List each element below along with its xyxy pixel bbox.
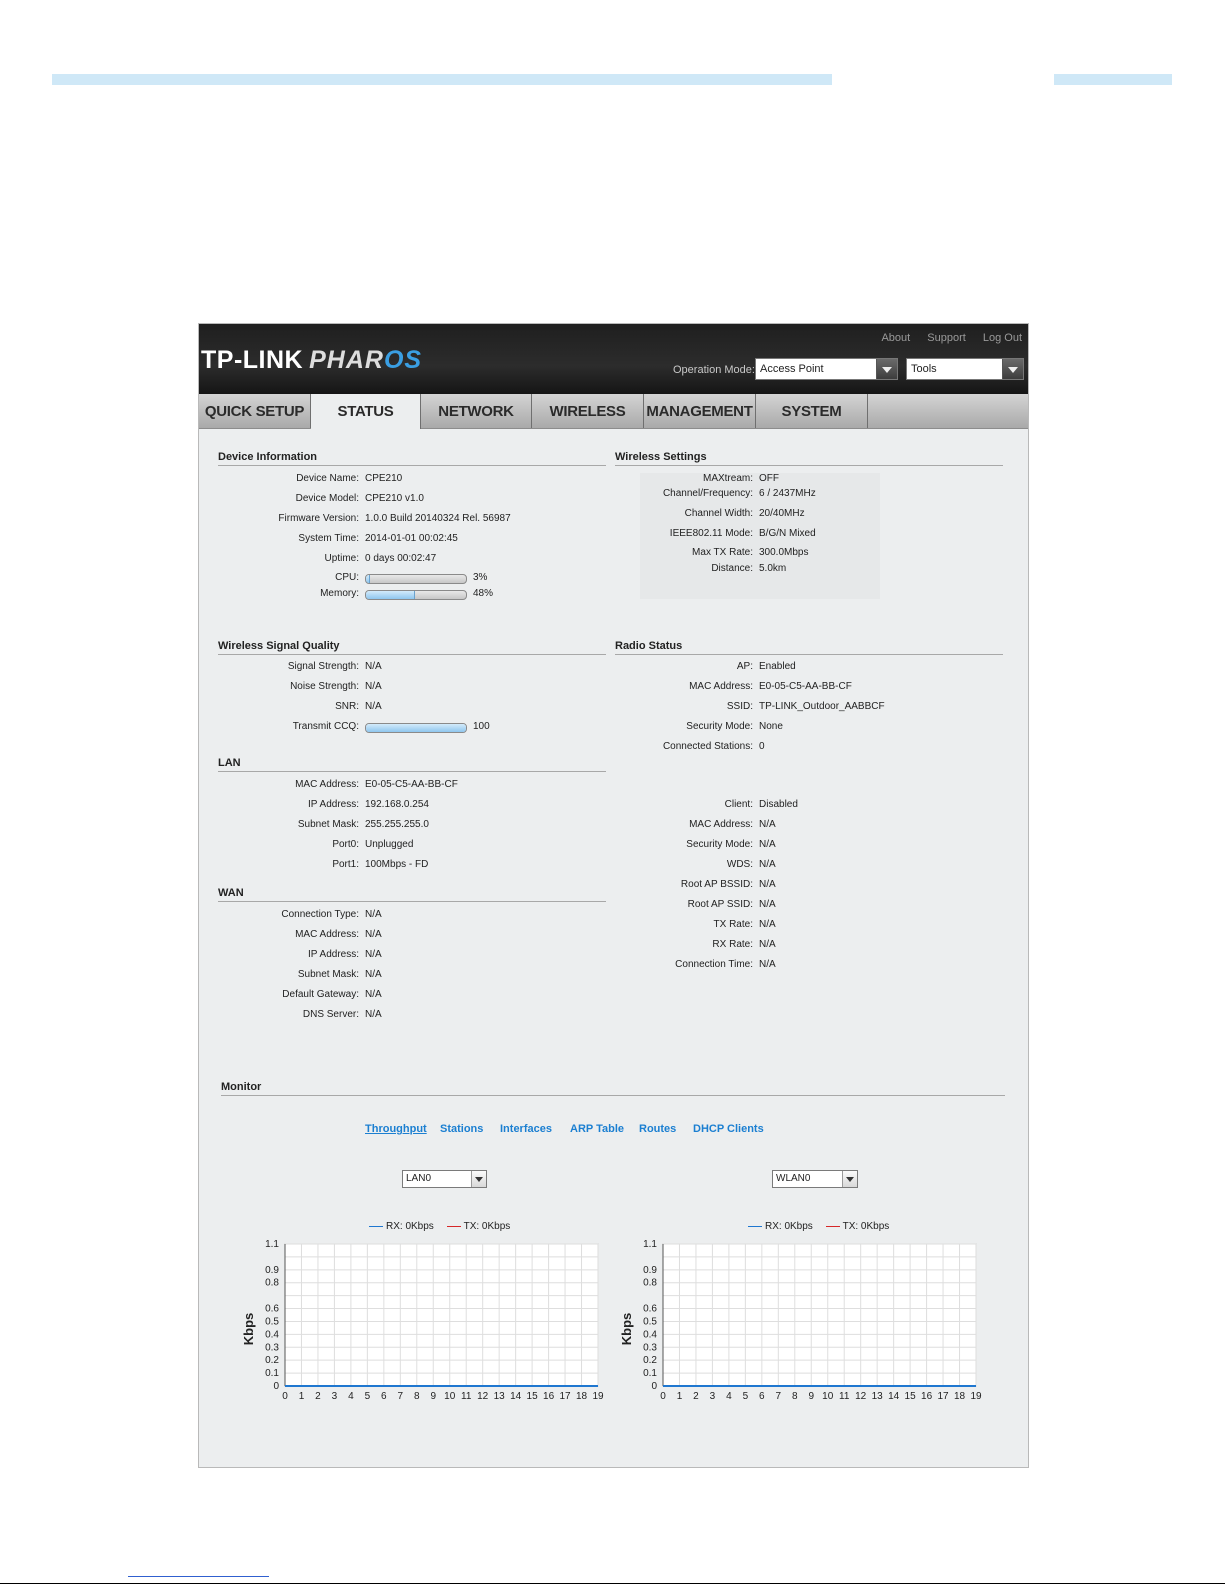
wireless-setting-value: OFF — [759, 473, 779, 484]
wan-label: DNS Server: — [302, 1009, 359, 1020]
x-tick-label: 6 — [381, 1391, 387, 1402]
radio-client-value: N/A — [759, 879, 776, 890]
signal-quality-label: Noise Strength: — [290, 681, 359, 692]
x-tick-label: 14 — [510, 1391, 522, 1402]
lan-value: E0-05-C5-AA-BB-CF — [365, 779, 458, 790]
x-tick-label: 11 — [461, 1391, 472, 1402]
y-tick-label: 0.5 — [265, 1316, 279, 1328]
logo — [201, 346, 422, 375]
x-tick-label: 3 — [709, 1391, 716, 1402]
lan-value: 192.168.0.254 — [365, 799, 429, 810]
radio-client-value: N/A — [759, 859, 776, 870]
memory-bar — [365, 590, 467, 600]
x-tick-label: 17 — [559, 1391, 571, 1402]
ccq-value: 100 — [473, 721, 490, 732]
chevron-down-icon — [471, 1171, 486, 1187]
legend-swatch-rx — [369, 1226, 383, 1227]
lan-label: Port0: — [332, 839, 359, 850]
wlan-interface-value: WLAN0 — [776, 1173, 811, 1184]
divider — [218, 771, 606, 772]
wan-value: N/A — [365, 949, 382, 960]
radio-client-value: Disabled — [759, 799, 798, 810]
wireless-setting-value: 20/40MHz — [759, 508, 805, 519]
wan-value: N/A — [365, 1009, 382, 1020]
ccq-bar-fill — [366, 724, 467, 732]
device-info-value: 2014-01-01 00:02:45 — [365, 533, 458, 544]
logo-product-b: OS — [383, 346, 423, 374]
radio-status-value: E0-05-C5-AA-BB-CF — [759, 681, 852, 692]
cpu-label: CPU: — [335, 572, 359, 583]
y-axis-label: Kbps — [619, 1312, 634, 1346]
wireless-settings-title: Wireless Settings — [615, 451, 707, 463]
wan-title: WAN — [218, 887, 244, 899]
tab-system[interactable]: SYSTEM — [756, 394, 868, 428]
x-tick-label: 5 — [742, 1391, 749, 1402]
device-info-title: Device Information — [218, 451, 318, 463]
page-top-bar-left — [52, 74, 832, 85]
page-bottom-link-rule — [128, 1576, 269, 1577]
wan-label: Connection Type: — [281, 909, 359, 920]
monitor-title: Monitor — [221, 1081, 262, 1093]
y-tick-label: 0 — [273, 1381, 279, 1392]
wan-label: MAC Address: — [295, 929, 359, 940]
x-tick-label: 2 — [315, 1391, 321, 1402]
x-tick-label: 15 — [904, 1391, 916, 1402]
plot-area — [663, 1244, 976, 1386]
radio-client-value: N/A — [759, 899, 776, 910]
logo-brand: TP-LINK — [201, 346, 304, 374]
y-tick-label: 0.4 — [643, 1329, 657, 1341]
y-tick-label: 0.9 — [643, 1264, 657, 1276]
lan-title: LAN — [218, 757, 241, 769]
radio-client-label: TX Rate: — [713, 919, 753, 930]
signal-quality-value: N/A — [365, 661, 382, 672]
x-tick-label: 9 — [808, 1391, 815, 1402]
x-tick-label: 2 — [693, 1391, 699, 1402]
signal-quality-value: N/A — [365, 701, 382, 712]
x-tick-label: 19 — [592, 1391, 604, 1402]
y-tick-label: 1.1 — [643, 1239, 657, 1250]
wireless-setting-value: 5.0km — [759, 563, 787, 574]
lan-label: IP Address: — [308, 799, 359, 810]
ccq-label: Transmit CCQ: — [292, 721, 359, 732]
operation-mode-select[interactable] — [755, 358, 898, 380]
monitor-link-stations[interactable]: Stations — [440, 1123, 484, 1135]
cpu-bar-fill — [366, 575, 370, 583]
tab-quick-setup[interactable]: QUICK SETUP — [199, 394, 311, 428]
x-tick-label: 0 — [282, 1391, 288, 1402]
radio-client-label: Connection Time: — [675, 959, 753, 970]
device-info-value: 0 days 00:02:47 — [365, 553, 437, 564]
y-tick-label: 0.3 — [643, 1342, 657, 1354]
lan-interface-value: LAN0 — [406, 1173, 432, 1184]
signal-quality-title: Wireless Signal Quality — [218, 640, 340, 652]
ccq-bar — [365, 723, 467, 733]
x-tick-label: 4 — [726, 1391, 732, 1402]
wireless-setting-label: Distance: — [711, 563, 753, 574]
wlan-chart-legend — [748, 1221, 899, 1232]
header — [199, 324, 1028, 394]
support-link[interactable]: Support — [927, 332, 966, 344]
radio-client-value: N/A — [759, 839, 776, 850]
tools-select[interactable] — [906, 358, 1024, 380]
y-tick-label: 0.4 — [265, 1329, 279, 1341]
wireless-setting-label: IEEE802.11 Mode: — [669, 528, 753, 539]
logo-product-a: PHAR — [309, 346, 384, 374]
cpu-bar — [365, 574, 467, 584]
x-tick-label: 6 — [759, 1391, 765, 1402]
wireless-setting-value: B/G/N Mixed — [759, 528, 816, 539]
wireless-setting-value: 6 / 2437MHz — [759, 488, 816, 499]
wan-value: N/A — [365, 969, 382, 980]
page-bottom-rule — [0, 1583, 1225, 1584]
radio-client-label: MAC Address: — [689, 819, 753, 830]
logo-product — [309, 346, 422, 374]
tab-management[interactable]: MANAGEMENT — [644, 394, 756, 428]
operation-mode-value: Access Point — [760, 363, 824, 375]
monitor-link-dhcp-clients[interactable]: DHCP Clients — [693, 1123, 764, 1135]
divider — [218, 465, 606, 466]
x-tick-label: 8 — [792, 1391, 798, 1402]
about-link[interactable]: About — [881, 332, 911, 344]
y-tick-label: 0.9 — [265, 1264, 279, 1276]
y-tick-label: 0.8 — [265, 1277, 279, 1289]
device-info-label: Device Model: — [295, 493, 359, 504]
device-info-label: Device Name: — [296, 473, 359, 484]
memory-label: Memory: — [320, 588, 359, 599]
x-tick-label: 17 — [937, 1391, 949, 1402]
x-tick-label: 1 — [676, 1391, 683, 1402]
legend-label-tx: TX: 0Kbps — [842, 1221, 890, 1232]
wan-label: Subnet Mask: — [297, 969, 359, 980]
legend-swatch-tx — [826, 1226, 840, 1227]
y-tick-label: 0.1 — [265, 1368, 279, 1380]
legend-swatch-rx — [748, 1226, 762, 1227]
radio-status-label: Connected Stations: — [662, 741, 753, 752]
radio-status-title: Radio Status — [615, 640, 683, 652]
wireless-setting-label: Max TX Rate: — [692, 547, 753, 558]
radio-status-label: SSID: — [726, 701, 753, 712]
main-nav — [199, 394, 1028, 429]
radio-status-value: 0 — [759, 741, 765, 752]
memory-bar-fill — [366, 591, 415, 599]
y-tick-label: 0.2 — [643, 1355, 657, 1367]
radio-client-label: Client: — [724, 799, 753, 810]
x-tick-label: 13 — [871, 1391, 883, 1402]
cpu-value: 3% — [473, 572, 488, 583]
x-tick-label: 13 — [493, 1391, 505, 1402]
lan-value: 255.255.255.0 — [365, 819, 429, 830]
x-tick-label: 16 — [543, 1391, 555, 1402]
operation-mode-label: Operation Mode: — [673, 364, 755, 376]
divider — [218, 901, 606, 902]
x-tick-label: 19 — [970, 1391, 982, 1402]
wlan-interface-select[interactable] — [772, 1170, 858, 1188]
x-tick-label: 18 — [953, 1391, 966, 1402]
lan-value: Unplugged — [365, 839, 414, 850]
legend-item-rx — [369, 1221, 434, 1232]
y-tick-label: 0.1 — [643, 1368, 657, 1380]
monitor-link-routes[interactable]: Routes — [639, 1123, 677, 1135]
radio-client-label: Security Mode: — [686, 839, 753, 850]
wireless-setting-label: Channel Width: — [684, 508, 753, 519]
legend-item-rx — [748, 1221, 813, 1232]
x-tick-label: 7 — [775, 1391, 782, 1402]
divider — [615, 465, 1003, 466]
wireless-setting-label: MAXtream: — [702, 473, 753, 484]
y-tick-label: 0.6 — [643, 1303, 657, 1315]
x-tick-label: 9 — [430, 1391, 437, 1402]
y-tick-label: 0.5 — [643, 1316, 657, 1328]
legend-label-rx: RX: 0Kbps — [386, 1221, 434, 1232]
divider — [615, 654, 1003, 655]
x-tick-label: 10 — [444, 1391, 456, 1402]
x-tick-label: 14 — [888, 1391, 900, 1402]
device-info-label: System Time: — [298, 533, 359, 544]
top-links — [867, 332, 1022, 344]
signal-quality-value: N/A — [365, 681, 382, 692]
x-tick-label: 7 — [397, 1391, 404, 1402]
radio-status-value: TP-LINK_Outdoor_AABBCF — [759, 701, 885, 712]
wan-value: N/A — [365, 929, 382, 940]
device-info-value: CPE210 v1.0 — [365, 493, 424, 504]
legend-label-tx: TX: 0Kbps — [463, 1221, 511, 1232]
x-tick-label: 3 — [331, 1391, 338, 1402]
x-tick-label: 12 — [477, 1391, 489, 1402]
radio-status-label: MAC Address: — [689, 681, 753, 692]
tools-value: Tools — [911, 363, 937, 375]
wireless-setting-value: 300.0Mbps — [759, 547, 809, 558]
radio-status-value: Enabled — [759, 661, 796, 672]
x-tick-label: 8 — [414, 1391, 420, 1402]
tab-status[interactable]: STATUS — [311, 394, 421, 429]
app-window — [198, 323, 1029, 1468]
radio-client-label: RX Rate: — [712, 939, 753, 950]
monitor-link-interfaces[interactable]: Interfaces — [500, 1123, 552, 1135]
radio-client-label: Root AP BSSID: — [680, 879, 753, 890]
wan-label: Default Gateway: — [282, 989, 359, 1000]
lan-chart-legend — [369, 1221, 520, 1232]
x-tick-label: 1 — [298, 1391, 305, 1402]
y-tick-label: 0 — [651, 1381, 657, 1392]
legend-label-rx: RX: 0Kbps — [765, 1221, 813, 1232]
x-tick-label: 15 — [526, 1391, 538, 1402]
monitor-link-arp-table[interactable]: ARP Table — [570, 1123, 624, 1135]
page-top-bar-right — [1054, 74, 1172, 85]
radio-client-value: N/A — [759, 919, 776, 930]
x-tick-label: 5 — [364, 1391, 371, 1402]
legend-swatch-tx — [447, 1226, 461, 1227]
x-tick-label: 18 — [575, 1391, 588, 1402]
legend-item-tx — [447, 1221, 511, 1232]
lan-label: Port1: — [332, 859, 359, 870]
device-info-label: Firmware Version: — [278, 513, 359, 524]
signal-quality-label: Signal Strength: — [287, 661, 359, 672]
wan-label: IP Address: — [308, 949, 359, 960]
x-tick-label: 0 — [660, 1391, 666, 1402]
x-tick-label: 10 — [822, 1391, 834, 1402]
lan-throughput-chart — [235, 1239, 615, 1409]
radio-status-label: Security Mode: — [686, 721, 753, 732]
wlan-throughput-chart — [613, 1239, 993, 1409]
radio-client-value: N/A — [759, 819, 776, 830]
divider — [218, 654, 606, 655]
radio-client-value: N/A — [759, 959, 776, 970]
monitor-link-throughput[interactable]: Throughput — [365, 1123, 427, 1135]
plot-area — [285, 1244, 598, 1386]
x-tick-label: 11 — [839, 1391, 850, 1402]
tab-wireless[interactable]: WIRELESS — [532, 394, 644, 428]
y-tick-label: 0.2 — [265, 1355, 279, 1367]
x-tick-label: 12 — [855, 1391, 867, 1402]
radio-status-value: None — [759, 721, 783, 732]
y-tick-label: 0.8 — [643, 1277, 657, 1289]
signal-quality-label: SNR: — [335, 701, 359, 712]
divider — [221, 1095, 1005, 1096]
wan-value: N/A — [365, 909, 382, 920]
lan-value: 100Mbps - FD — [365, 859, 429, 870]
y-axis-label: Kbps — [241, 1312, 256, 1346]
y-tick-label: 1.1 — [265, 1239, 279, 1250]
chevron-down-icon — [842, 1171, 857, 1187]
device-info-value: 1.0.0 Build 20140324 Rel. 56987 — [365, 513, 511, 524]
lan-interface-select[interactable] — [402, 1170, 487, 1188]
legend-item-tx — [826, 1221, 890, 1232]
wireless-setting-label: Channel/Frequency: — [662, 488, 753, 499]
lan-label: Subnet Mask: — [297, 819, 359, 830]
y-tick-label: 0.3 — [265, 1342, 279, 1354]
lan-label: MAC Address: — [295, 779, 359, 790]
radio-client-label: WDS: — [726, 859, 753, 870]
memory-value: 48% — [473, 588, 494, 599]
chevron-down-icon — [876, 359, 897, 379]
radio-client-value: N/A — [759, 939, 776, 950]
radio-status-label: AP: — [736, 661, 753, 672]
x-tick-label: 4 — [348, 1391, 354, 1402]
device-info-value: CPE210 — [365, 473, 403, 484]
logout-link[interactable]: Log Out — [982, 332, 1022, 344]
y-tick-label: 0.6 — [265, 1303, 279, 1315]
chevron-down-icon — [1002, 359, 1023, 379]
x-tick-label: 16 — [921, 1391, 933, 1402]
wan-value: N/A — [365, 989, 382, 1000]
device-info-label: Uptime: — [324, 553, 359, 564]
radio-client-label: Root AP SSID: — [687, 899, 753, 910]
tab-network[interactable]: NETWORK — [421, 394, 532, 428]
